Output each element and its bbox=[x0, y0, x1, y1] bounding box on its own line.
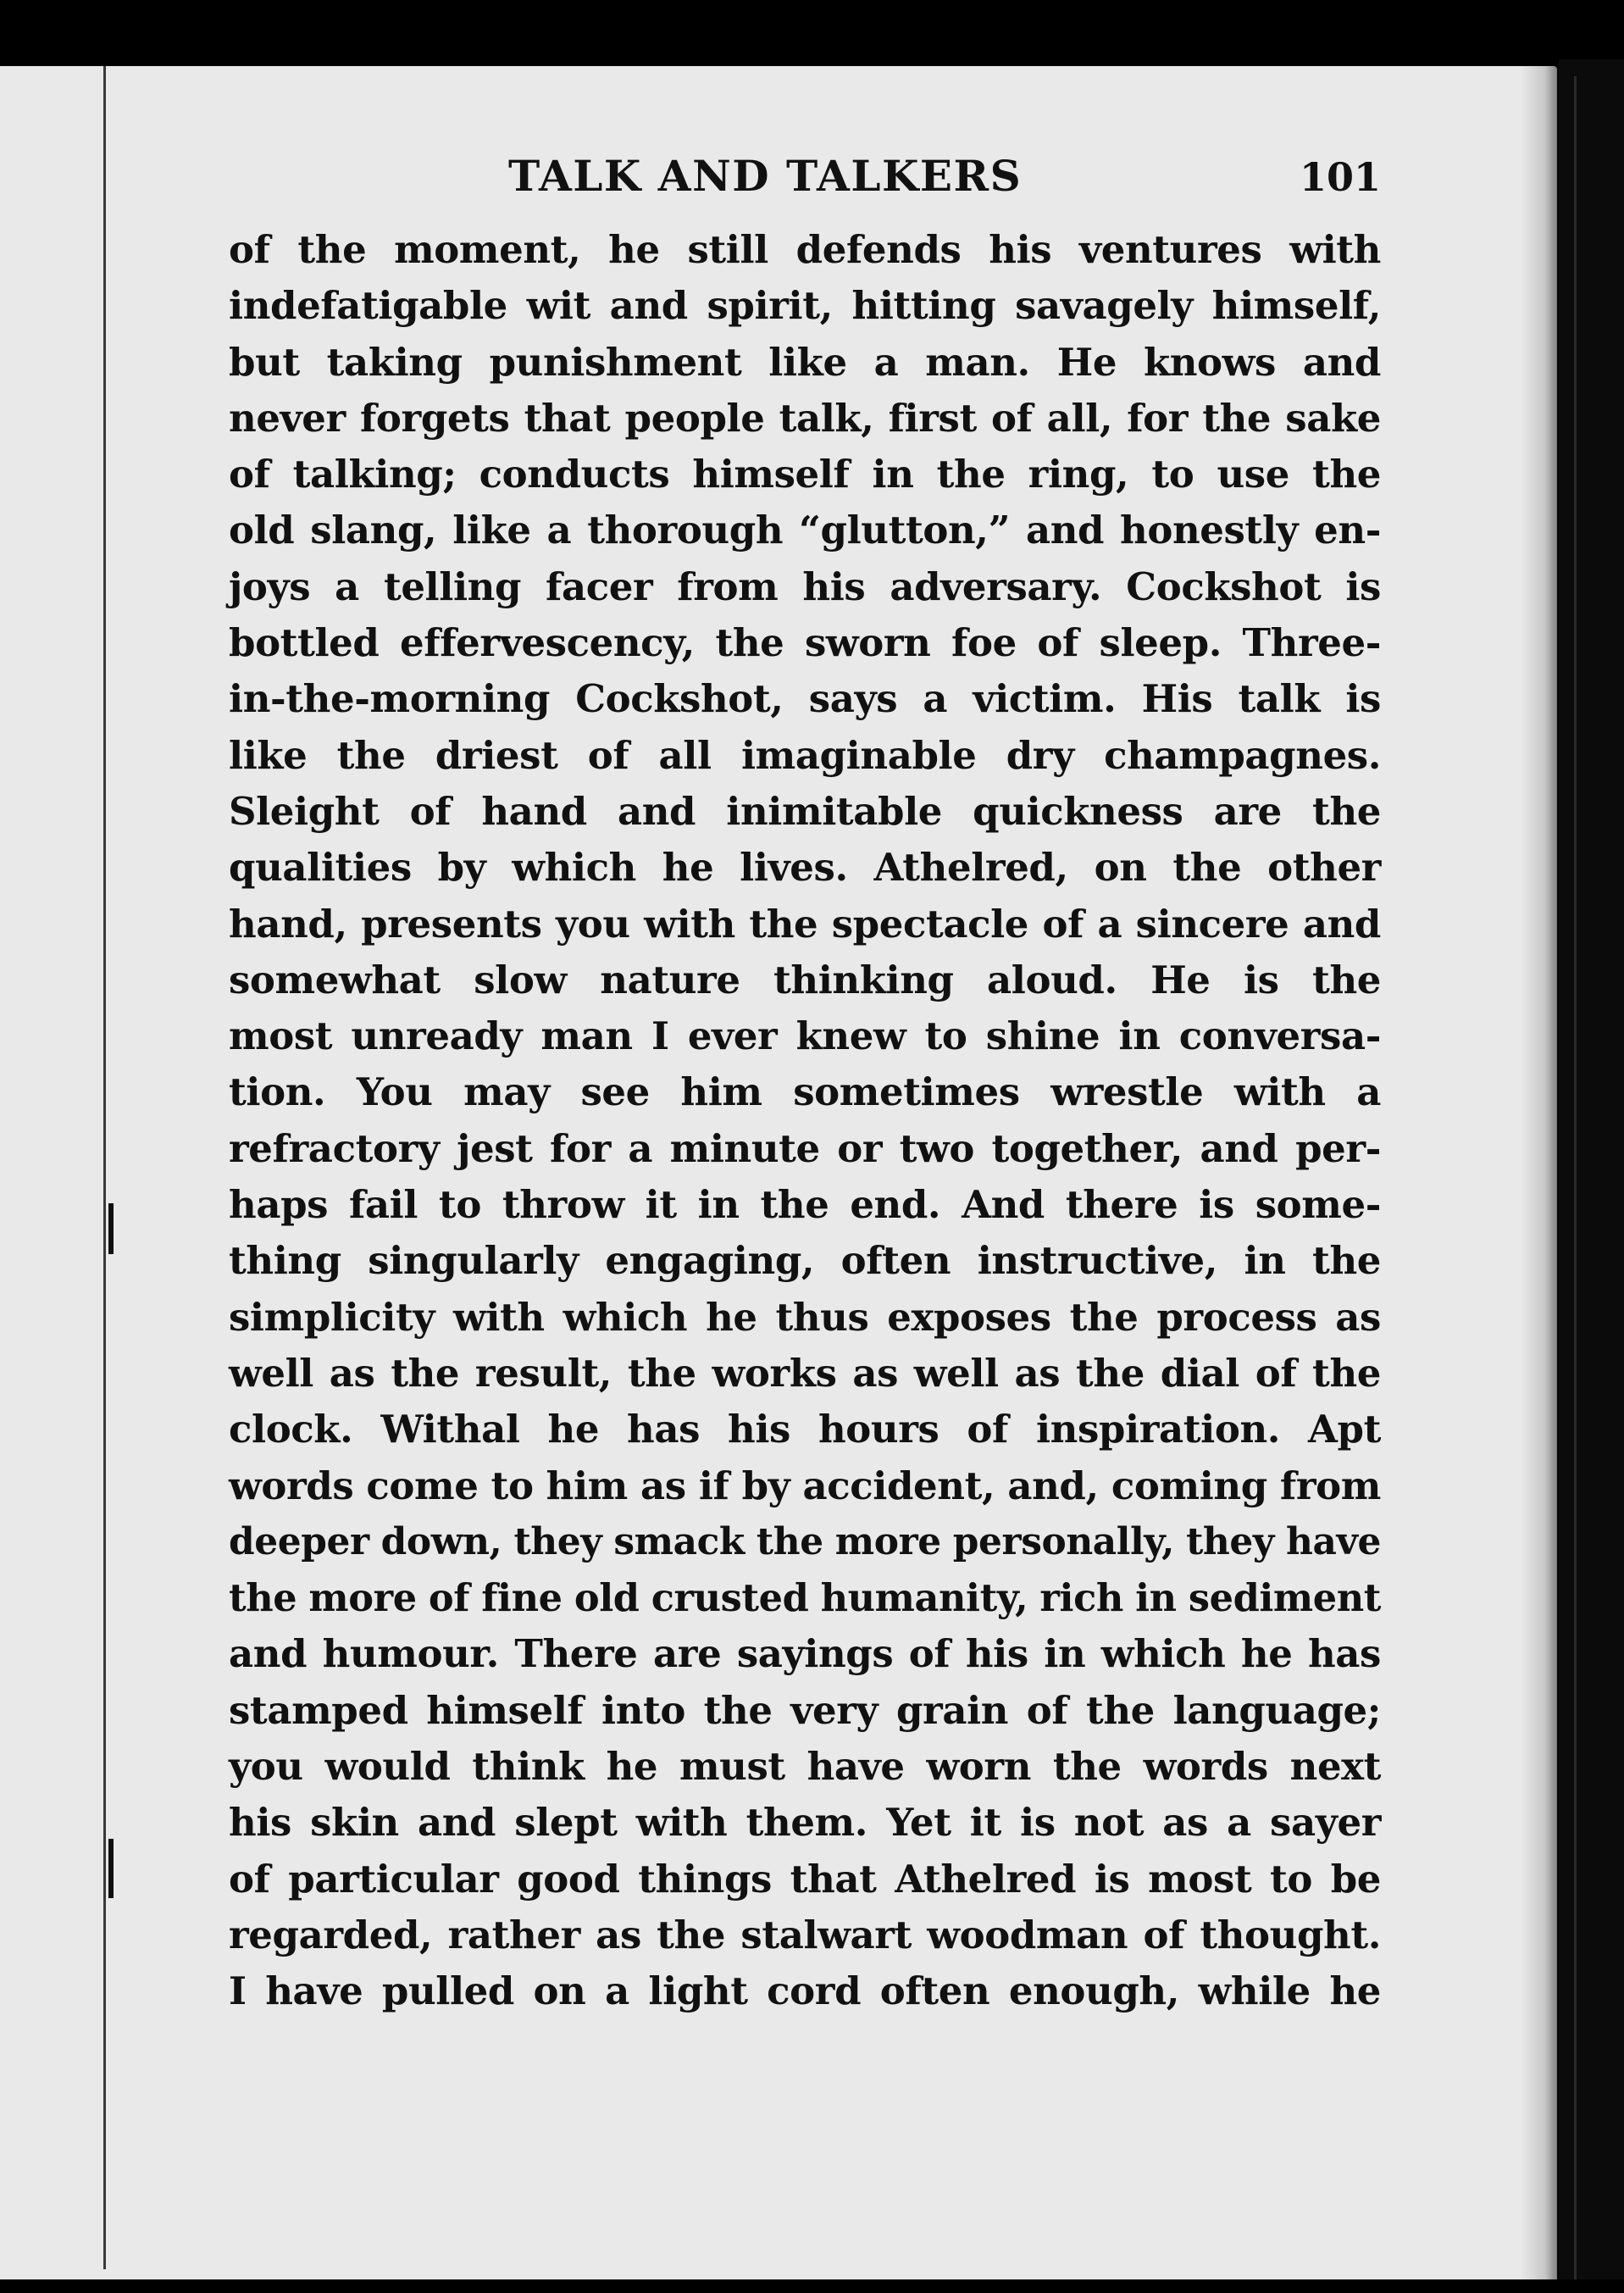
binding-edge-line bbox=[1574, 76, 1577, 2279]
left-edge-mark bbox=[108, 1839, 114, 1898]
left-edge-mark bbox=[108, 1203, 114, 1254]
scan-bottom-border bbox=[0, 2279, 1624, 2293]
text-line: words come to him as if by accident, and, coming from bbox=[229, 1463, 1381, 1508]
text-line: you would think he must have worn the words next bbox=[229, 1744, 1381, 1790]
text-line: simplicity with which he thus exposes the process as bbox=[229, 1294, 1381, 1340]
text-line: of the moment, he still defends his ventures with bbox=[229, 227, 1381, 272]
text-line: the more of fine old crusted humanity, rich in sediment bbox=[229, 1575, 1381, 1621]
scan-top-border bbox=[0, 0, 1624, 68]
text-line: most unready man I ever knew to shine in conversa- bbox=[229, 1013, 1381, 1059]
left-page-edge-line bbox=[103, 66, 106, 2269]
text-line: old slang, like a thorough “glutton,” and honestly en- bbox=[229, 508, 1381, 553]
scan-right-border bbox=[1559, 59, 1624, 2293]
text-line: qualities by which he lives. Athelred, on the other bbox=[229, 845, 1381, 891]
text-line: regarded, rather as the stalwart woodman of thought. bbox=[229, 1912, 1381, 1957]
text-line: his skin and slept with them. Yet it is not as a sayer bbox=[229, 1800, 1381, 1846]
text-line: stamped himself into the very grain of the language; bbox=[229, 1687, 1381, 1733]
text-line: in-the-morning Cockshot, says a victim. His talk is bbox=[229, 676, 1381, 722]
text-line: somewhat slow nature thinking aloud. He is the bbox=[229, 957, 1381, 1002]
text-line: I have pulled on a light cord often enough, while he bbox=[229, 1968, 1381, 2014]
text-line: like the driest of all imaginable dry champagnes. bbox=[229, 732, 1381, 778]
text-line: joys a telling facer from his adversary. Cockshot is bbox=[229, 564, 1381, 609]
text-line: of talking; conducts himself in the ring, to use the bbox=[229, 452, 1381, 497]
text-line: bottled effervescency, the sworn foe of sleep. Three- bbox=[229, 620, 1381, 666]
text-line: deeper down, they smack the more personally, they have bbox=[229, 1519, 1381, 1563]
running-title: TALK AND TALKERS bbox=[508, 151, 1023, 201]
text-line: thing singularly engaging, often instructive, in the bbox=[229, 1238, 1381, 1284]
text-line: but taking punishment like a man. He knows and bbox=[229, 339, 1381, 385]
text-line: hand, presents you with the spectacle of a sincere and bbox=[229, 901, 1381, 947]
page-header bbox=[229, 151, 1381, 210]
text-line: well as the result, the works as well as the dial of the bbox=[229, 1350, 1381, 1396]
text-line: tion. You may see him sometimes wrestle with a bbox=[229, 1069, 1381, 1115]
text-line: Sleight of hand and inimitable quickness are the bbox=[229, 788, 1381, 834]
text-line: refractory jest for a minute or two together, and per- bbox=[229, 1125, 1381, 1171]
page-number: 101 bbox=[1299, 154, 1381, 200]
text-line: never forgets that people talk, first of all, for the sake bbox=[229, 395, 1381, 441]
text-line: and humour. There are sayings of his in which he has bbox=[229, 1631, 1381, 1677]
text-line: haps fail to throw it in the end. And there is some- bbox=[229, 1182, 1381, 1228]
text-line: clock. Withal he has his hours of inspiration. Apt bbox=[229, 1407, 1381, 1452]
text-line: indefatigable wit and spirit, hitting savagely himself, bbox=[229, 283, 1381, 329]
page-gutter-shadow bbox=[1521, 66, 1561, 2279]
text-line: of particular good things that Athelred is most to be bbox=[229, 1856, 1381, 1902]
body-text bbox=[229, 222, 1381, 2020]
